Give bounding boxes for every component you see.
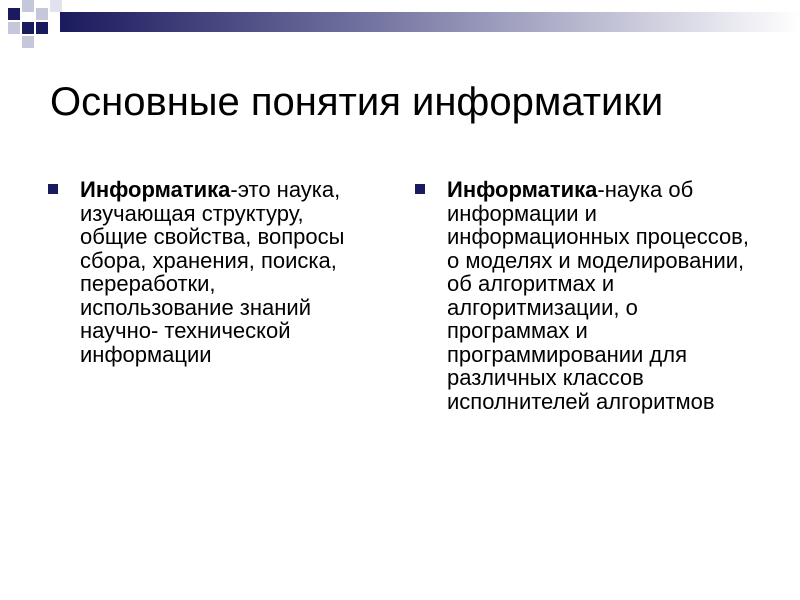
term: Информатика — [447, 177, 598, 202]
definition-left — [48, 178, 348, 366]
definition-right — [415, 178, 755, 413]
decorative-header-band — [0, 0, 800, 50]
square-bullet-icon — [415, 184, 425, 194]
deco-square — [8, 22, 20, 34]
definition-text: -наука об информации и информационных процессов, о моделях и моделировании, об алгоритмах и алгоритмизации, о программах и программировании для различных классов исполнителей алгоритмов — [447, 177, 749, 414]
deco-square — [22, 36, 34, 48]
square-bullet-icon — [48, 184, 58, 194]
deco-square — [22, 0, 34, 12]
bullet-item — [48, 178, 348, 366]
deco-square — [8, 8, 20, 20]
bullet-item — [415, 178, 755, 413]
slide-title: Основные понятия информатики — [50, 80, 664, 124]
deco-square — [36, 8, 48, 20]
deco-square — [22, 22, 34, 34]
gradient-bar — [60, 12, 800, 32]
deco-square — [36, 22, 48, 34]
deco-square — [50, 0, 62, 12]
definition-text: -это наука, изучающая структуру, общие свойства, вопросы сбора, хранения, поиска, переработки, использование знаний научно- технической информации — [80, 177, 345, 367]
term: Информатика — [80, 177, 231, 202]
